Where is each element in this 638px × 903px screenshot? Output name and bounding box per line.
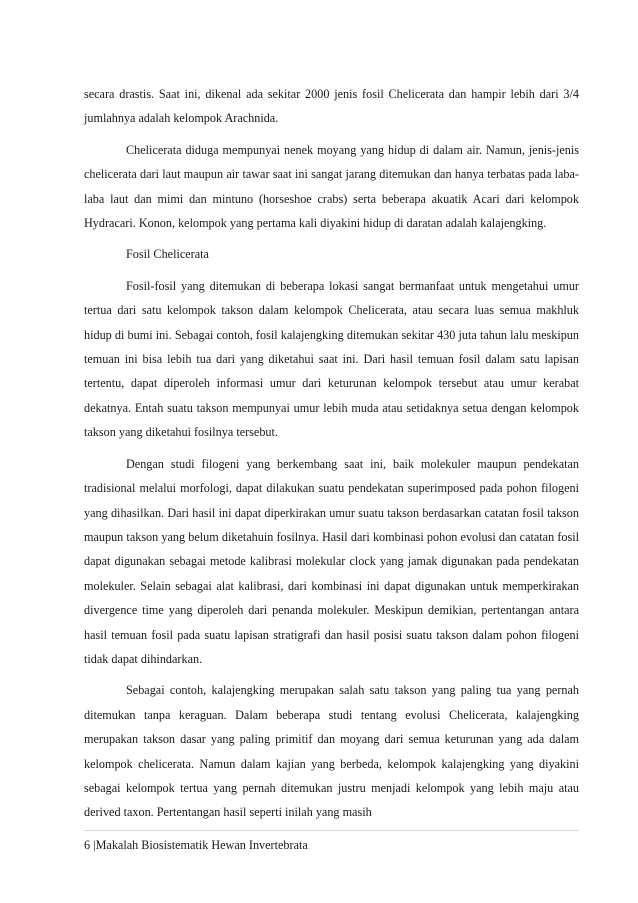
paragraph-scorpion-example: Sebagai contoh, kalajengking merupakan salah satu takson yang paling tua yang pernah ditemukan tanpa keraguan. Dalam beberapa studi tentang evolusi Chelicerata, kalajengking merupakan takson dasar yang paling primitif dan moyang dari semua keturunan yang ada dalam kelompok chelicerata. Namun dalam kajian yang berbeda, kelompok kalajengking yang diyakini sebagai kelompok tertua yang pernah ditemukan justru menjadi kelompok yang lebih maju atau derived taxon. Pertentangan hasil seperti inilah yang masih [84,683,579,820]
document-body [84,82,579,832]
paragraph-fossil-age: Fosil-fosil yang ditemukan di beberapa lokasi sangat bermanfaat untuk mengetahui umur tertua dari satu kelompok takson dalam kelompok Chelicerata, atau secara luas semua makhluk hidup di bumi ini. Sebagai contoh, fosil kalajengking ditemukan sekitar 430 juta tahun lalu meskipun temuan ini bisa lebih tua dari yang diketahui saat ini. Dari hasil temuan fosil dalam satu lapisan tertentu, dapat diperoleh informasi umur dari keturunan kelompok tersebut atau umur kerabat dekatnya. Entah suatu takson mempunyai umur lebih muda atau setidaknya setua dengan kelompok takson yang diketahui fosilnya tersebut. [84,278,579,440]
page-footer: 6 |Makalah Biosistematik Hewan Invertebrata [84,838,308,852]
paragraph-aquatic-ancestry: Chelicerata diduga mempunyai nenek moyang yang hidup di dalam air. Namun, jenis-jenis chelicerata dari laut maupun air tawar saat ini sangat jarang ditemukan dan hanya terbatas pada laba-laba laut dan mimi dan mintuno (horseshoe crabs) serta beberapa akuatik Acari dari kelompok Hydracari. Konon, kelompok yang pertama kali diyakini hidup di daratan adalah kalajengking. [84,142,579,231]
paragraph-intro: secara drastis. Saat ini, dikenal ada sekitar 2000 jenis fosil Chelicerata dan hampir lebih dari 3/4 jumlahnya adalah kelompok Arachnida. [84,87,579,126]
footer-divider [84,830,579,831]
paragraph-phylogeny-study: Dengan studi filogeni yang berkembang saat ini, baik molekuler maupun pendekatan tradisional melalui morfologi, dapat dilakukan suatu pendekatan superimposed pada pohon filogeni yang dihasilkan. Dari hasil ini dapat diperkirakan umur suatu takson berdasarkan catatan fosil takson maupun takson yang belum diketahuin fosilnya. Hasil dari kombinasi pohon evolusi dan catatan fosil dapat digunakan sebagai metode kalibrasi molekular clock yang jamak digunakan pada pendekatan molekuler. Selain sebagai alat kalibrasi, dari kombinasi ini dapat digunakan untuk memperkirakan divergence time yang diperoleh dari penanda molekuler. Meskipun demikian, pertentangan antara hasil temuan fosil pada suatu lapisan stratigrafi dan hasil posisi suatu takson dalam pohon filogeni tidak dapat dihindarkan. [84,456,579,666]
section-heading: Fosil Chelicerata [126,247,209,262]
